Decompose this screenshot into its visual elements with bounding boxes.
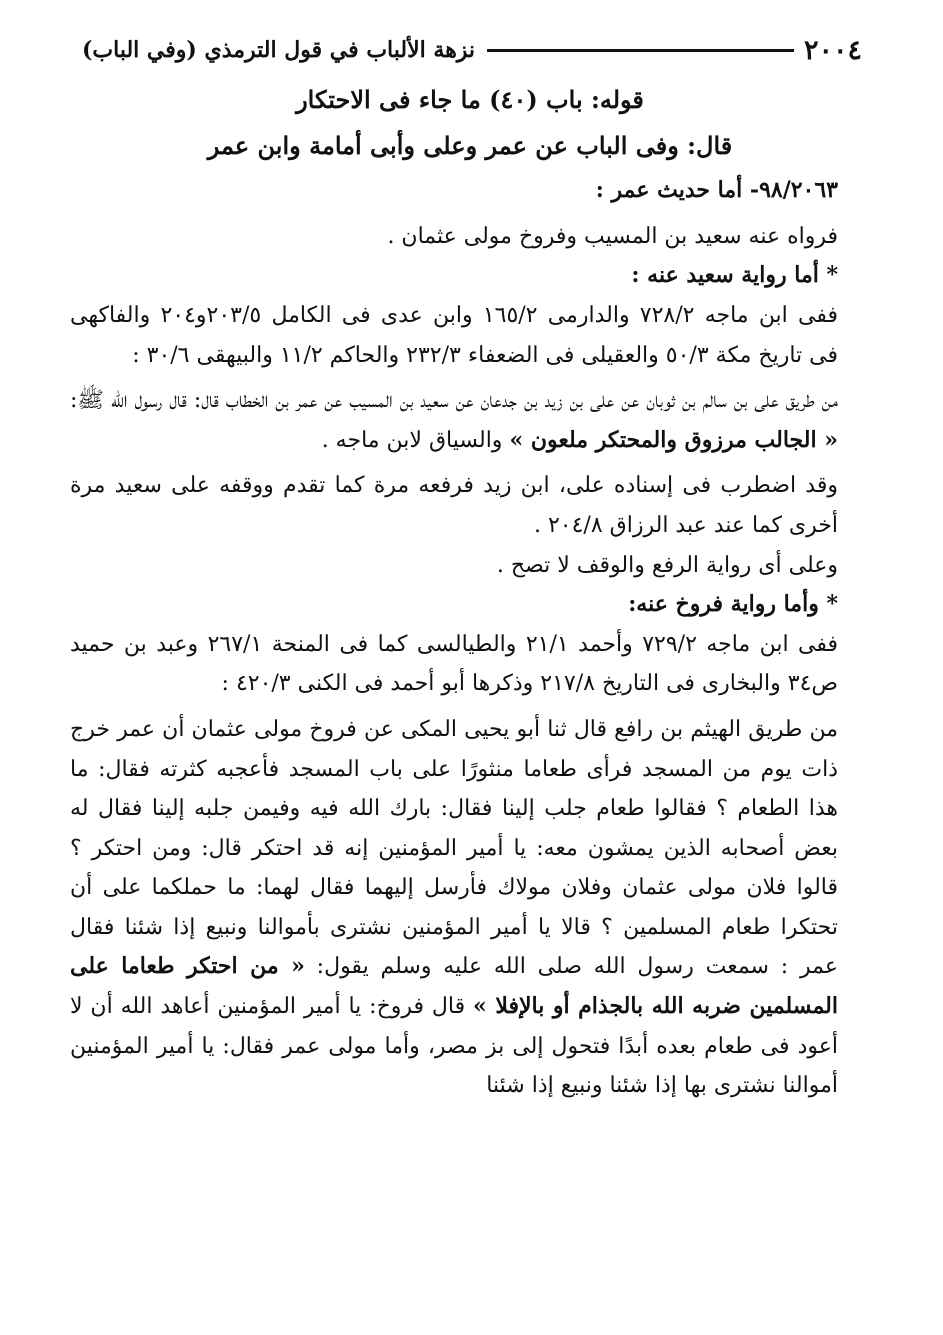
section-said: * أما رواية سعيد عنه : <box>631 262 838 289</box>
running-title: نزهة الألباب في قول الترمذي (وفي الباب) <box>82 37 476 63</box>
chain-paragraph-1 <box>70 381 870 460</box>
sources-paragraph-1: ففى ابن ماجه ٧٢٨/٢ والدارمى ١٦٥/٢ وابن عدى فى الكامل ٢٠٣/٥و٢٠٤ والفاكهى فى تاريخ مكة ٥٠/٣ والعقيلى فى الضعفاء ٢٣٢/٣ والحاكم ١١/٢ والبيهقى ٣٠/٦ : <box>70 302 839 368</box>
narrators-line: فرواه عنه سعيد بن المسيب وفروخ مولى عثمان . <box>387 223 838 249</box>
header-rule <box>487 49 794 52</box>
chain-text-2a: من طريق الهيثم بن رافع قال ثنا أبو يحيى المكى عن فروخ مولى عثمان أن عمر خرج ذات يوم من المسجد فرأى طعاما منثورًا على باب المسجد فأعجبه كثرته فقال: ما هذا الطعام ؟ فقالوا طعام جلب إلينا فقال: بارك الله فيه وفيمن جلبه إلينا فقال له بعض أصحابه الذين يمشون معه: يا أمير المؤمنين إنه قد احتكر قال: ومن احتكر ؟ قالوا فلان مولى عثمان وفلان مولاك فأرسل إليهما فقال لهما: ما حملكما على أن تحتكرا طعام المسلمين ؟ قالا يا أمير المؤمنين نشترى بأموالنا ونبيع إذا شئنا فقال عمر : سمعت رسول الله صلى الله عليه وسلم يقول: <box>70 716 838 980</box>
ruling-line: وعلى أى رواية الرفع والوقف لا تصح . <box>496 552 838 578</box>
hadith-text-1: « الجالب مرزوق والمحتكر ملعون » <box>509 426 838 453</box>
idtirab-paragraph: وقد اضطرب فى إسناده على، ابن زيد فرفعه مرة كما تقدم ووقفه على سعيد مرة أخرى كما عند عبد الرزاق ٢٠٤/٨ . <box>70 473 838 538</box>
chain-paragraph-2 <box>70 710 870 1106</box>
chapter-statement: قال: وفى الباب عن عمر وعلى وأبى أمامة وابن عمر <box>207 130 733 160</box>
page-header <box>82 30 862 70</box>
hadith-number-line: ٩٨/٢٠٦٣- أما حديث عمر : <box>595 177 838 204</box>
chapter-heading: قوله: باب (٤٠) ما جاء فى الاحتكار <box>296 85 644 114</box>
page-body <box>70 80 870 1106</box>
section-farrukh: * وأما رواية فروخ عنه: <box>628 591 838 618</box>
hadith-text-2: « من احتكر طعاما على المسلمين ضربه الله بالجذام أو بالإفلا » <box>70 953 838 1020</box>
chain-text-1b: والسياق لابن ماجه . <box>321 427 503 453</box>
page-number: ٢٠٠٤ <box>803 34 862 66</box>
sources-paragraph-2: ففى ابن ماجه ٧٢٩/٢ وأحمد ٢١/١ والطيالسى كما فى المنحة ٢٦٧/١ وعبد بن حميد ص٣٤ والبخارى فى التاريخ ٢١٧/٨ وذكرها أبو أحمد فى الكنى ٤٢٠/٣ : <box>70 631 839 697</box>
chain-text-2b: قال فروخ: يا أمير المؤمنين أعاهد الله أن لا أعود فى طعام بعده أبدًا فتحول إلى بز مصر، وأما مولى عمر فقال: يا أمير المؤمنين أموالنا نشترى بها إذا شئنا ونبيع إذا شئنا <box>70 994 838 1099</box>
chain-text-1a: من طريق على بن سالم بن ثوبان عن على بن زيد بن جدعان عن سعيد بن المسيب عن عمر بن الخطاب قال: قال رسول الله ﷺ: <box>70 388 838 414</box>
